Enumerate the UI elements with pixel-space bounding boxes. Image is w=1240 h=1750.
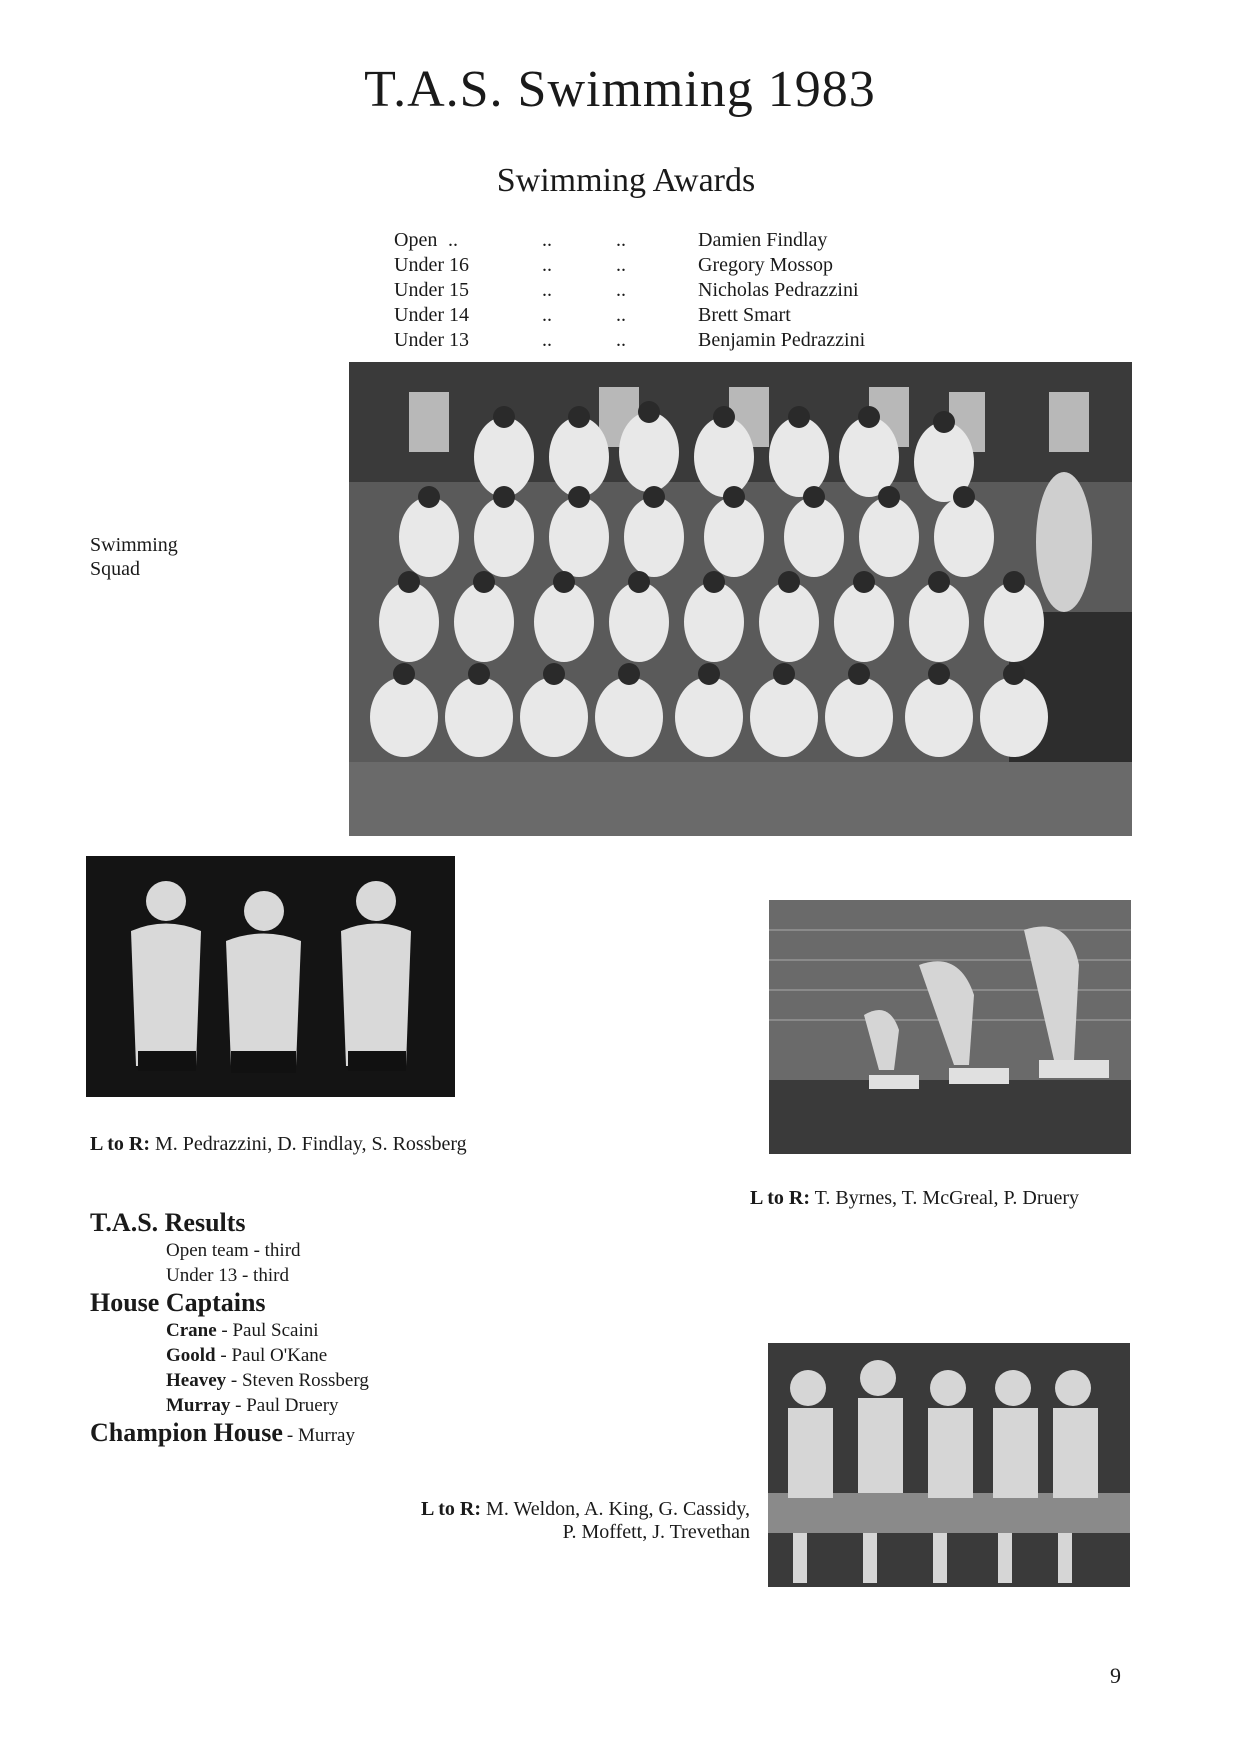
awards-list xyxy=(394,228,874,353)
award-row xyxy=(394,328,874,353)
award-category: Under 13 xyxy=(394,329,469,351)
award-dots: .. xyxy=(542,329,552,351)
house-name: Goold xyxy=(166,1345,216,1366)
award-dots: .. xyxy=(616,254,626,276)
award-dots: .. xyxy=(616,304,626,326)
captain-name: - Paul O'Kane xyxy=(220,1345,328,1366)
group-seated-photo xyxy=(768,1343,1130,1587)
house-captain-row xyxy=(90,1393,369,1418)
award-row xyxy=(394,228,874,253)
champion-house xyxy=(90,1418,369,1448)
house-captain-row xyxy=(90,1318,369,1343)
results-heading: T.A.S. Results xyxy=(90,1208,246,1237)
award-winner: Brett Smart xyxy=(698,304,791,326)
awards-heading: Swimming Awards xyxy=(496,162,756,199)
award-winner: Nicholas Pedrazzini xyxy=(698,279,859,301)
captain-name: - Paul Scaini xyxy=(221,1320,319,1341)
swimmers-trio-photo xyxy=(86,856,455,1097)
results-block xyxy=(90,1208,369,1448)
award-dots: .. xyxy=(616,229,626,251)
caption-names: M. Weldon, A. King, G. Cassidy, xyxy=(486,1498,750,1520)
caption-line xyxy=(366,1498,750,1521)
caption-names: M. Pedrazzini, D. Findlay, S. Rossberg xyxy=(155,1133,467,1155)
house-captain-row xyxy=(90,1368,369,1393)
award-category: Under 16 xyxy=(394,254,469,276)
caption-names: T. Byrnes, T. McGreal, P. Druery xyxy=(814,1187,1080,1209)
award-row xyxy=(394,303,874,328)
captain-name: - Steven Rossberg xyxy=(230,1370,369,1391)
champion-label: Champion House xyxy=(90,1418,283,1447)
result-line: Under 13 - third xyxy=(166,1265,289,1286)
house-captains-heading: House Captains xyxy=(90,1288,266,1317)
award-row xyxy=(394,278,874,303)
award-dots: .. xyxy=(616,329,626,351)
squad-label-line: Squad xyxy=(90,558,140,580)
caption-lead: L to R: xyxy=(421,1498,482,1520)
photo2-caption xyxy=(90,1133,467,1156)
award-dots: .. xyxy=(542,279,552,301)
captain-name: - Paul Druery xyxy=(235,1395,339,1416)
award-category: Under 14 xyxy=(394,304,469,326)
pool-start-photo xyxy=(769,900,1131,1154)
champion-value: - Murray xyxy=(286,1425,355,1446)
award-dots: .. xyxy=(616,279,626,301)
award-category: Open xyxy=(394,229,438,251)
award-winner: Benjamin Pedrazzini xyxy=(698,329,866,351)
house-name: Murray xyxy=(166,1395,231,1416)
photo4-caption xyxy=(366,1498,750,1544)
house-name: Heavey xyxy=(166,1370,227,1391)
award-winner: Gregory Mossop xyxy=(698,254,833,276)
house-captain-row xyxy=(90,1343,369,1368)
award-dots: .. xyxy=(542,304,552,326)
caption-line: P. Moffett, J. Trevethan xyxy=(562,1521,750,1543)
page-number: 9 xyxy=(1110,1663,1121,1688)
award-dots: .. xyxy=(448,229,458,251)
squad-label xyxy=(90,533,178,581)
award-dots: .. xyxy=(542,254,552,276)
caption-lead: L to R: xyxy=(750,1187,810,1209)
caption-lead: L to R: xyxy=(90,1133,150,1155)
award-dots: .. xyxy=(542,229,552,251)
award-category: Under 15 xyxy=(394,279,469,301)
squad-label-line: Swimming xyxy=(90,534,178,556)
page-title: T.A.S. Swimming 1983 xyxy=(364,61,876,118)
result-line: Open team - third xyxy=(166,1240,301,1261)
squad-photo xyxy=(349,362,1132,836)
photo3-caption xyxy=(750,1187,1079,1210)
award-row xyxy=(394,253,874,278)
house-name: Crane xyxy=(166,1320,217,1341)
award-winner: Damien Findlay xyxy=(698,229,828,251)
